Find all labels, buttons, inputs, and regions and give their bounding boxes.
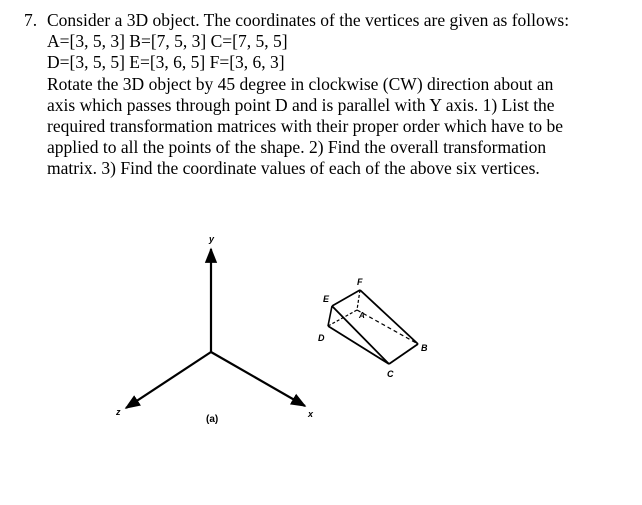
problem-line: Rotate the 3D object by 45 degree in clockwise (CW) direction about an <box>47 73 554 94</box>
vertex-label-d: D <box>318 333 325 343</box>
hidden-edge-f-a <box>357 290 360 310</box>
edge-c-b <box>389 344 418 364</box>
problem-line: axis which passes through point D and is parallel with Y axis. 1) List the <box>47 94 555 115</box>
x-axis-label: x <box>308 409 314 419</box>
edge-e-f <box>332 290 360 306</box>
vertex-label-c: C <box>387 369 394 379</box>
problem-number: 7. <box>24 10 38 30</box>
figure-caption: (a) <box>206 414 219 425</box>
z-axis <box>126 352 211 408</box>
hidden-edge-d-a <box>328 310 357 326</box>
problem-line: required transformation matrices with their proper order which have to be <box>47 116 564 137</box>
vertex-coordinates-line-1: A=[3, 5, 3] B=[7, 5, 3] C=[7, 5, 5] <box>47 31 288 52</box>
problem-line: Consider a 3D object. The coordinates of the vertices are given as follows: <box>47 10 570 30</box>
coordinate-axes <box>115 234 314 425</box>
x-axis <box>211 352 305 406</box>
edge-d-e <box>328 306 332 326</box>
problem-line: matrix. 3) Find the coordinate values of each of the above six vertices. <box>47 158 540 179</box>
vertex-label-f: F <box>357 277 363 287</box>
wedge-object <box>328 290 418 364</box>
vertex-labels <box>318 277 428 379</box>
edge-f-b <box>360 290 418 344</box>
vertex-label-e: E <box>323 294 330 304</box>
vertex-label-a: A <box>359 311 365 320</box>
problem-line: applied to all the points of the shape. 2) Find the overall transformation <box>47 137 547 158</box>
z-axis-label: z <box>116 407 121 417</box>
y-axis-label: y <box>209 234 215 244</box>
vertex-label-b: B <box>421 343 428 353</box>
vertex-coordinates-line-2: D=[3, 5, 5] E=[3, 6, 5] F=[3, 6, 3] <box>47 52 285 73</box>
